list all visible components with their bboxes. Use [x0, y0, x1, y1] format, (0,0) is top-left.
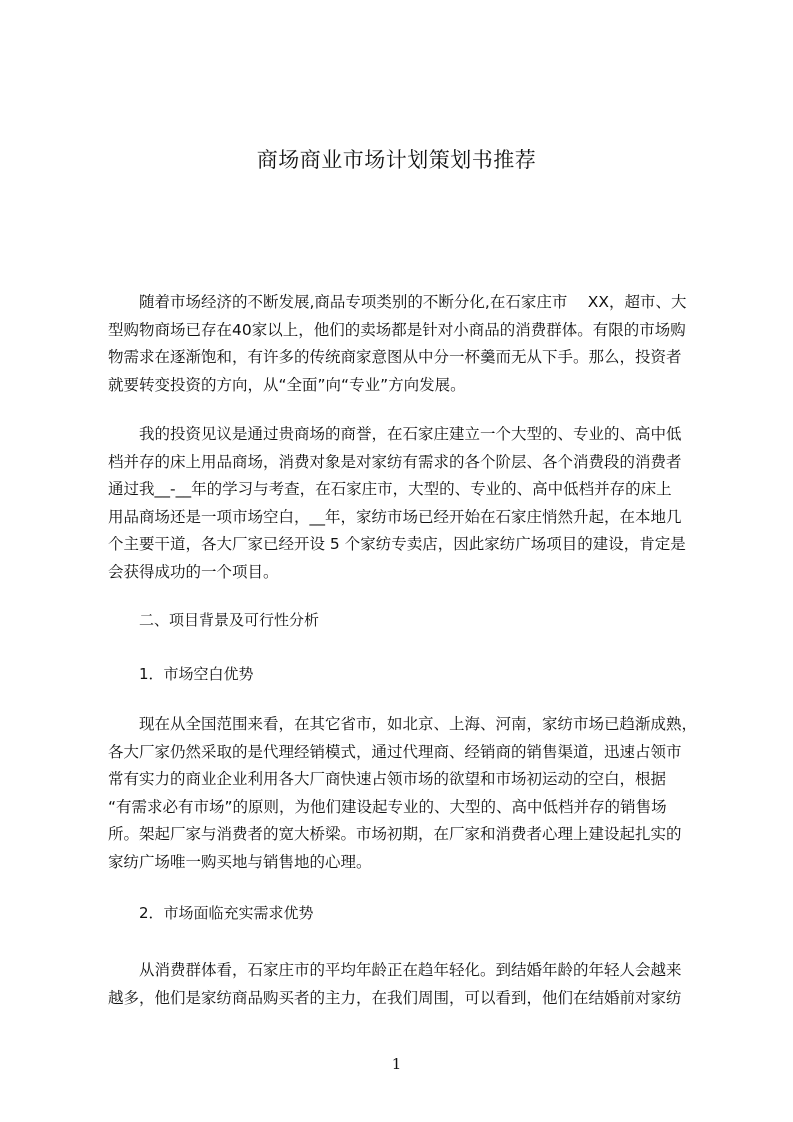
- text-line: 各大厂家仍然采取的是代理经销模式，通过代理商、经销商的销售渠道，迅速占领市: [108, 742, 682, 761]
- text-line: 所。架起厂家与消费者的宽大桥梁。市场初期，在厂家和消费者心理上建设起扎实的: [108, 825, 682, 843]
- paragraph-market-gap: [108, 711, 704, 876]
- page-number: 1: [391, 1055, 402, 1073]
- text-line: 物需求在逐渐饱和，有许多的传统商家意图从中分一杯羹而无从下手。那么，投资者: [108, 348, 682, 366]
- text-line: 家纺广场唯一购买地与销售地的心理。: [108, 852, 372, 871]
- text-line: 越多，他们是家纺商品购买者的主力，在我们周围，可以看到，他们在结婚前对家纺: [108, 988, 682, 1007]
- text-line: 就要转变投资的方向，从“全面”向“专业”方向发展。: [108, 375, 466, 394]
- text-line: 随着市场经济的不断发展,商品专项类别的不断分化,在石家庄市 XX，超市、大: [139, 293, 687, 311]
- paragraph-demand: [108, 957, 704, 1012]
- text-line: 从消费群体看，石家庄市的平均年龄正在趋年轻化。到结婚年龄的年轻人会越来: [139, 961, 682, 979]
- text-line: 现在从全国范围来看，在其它省市，如北京、上海、河南，家纺市场已趋渐成熟，: [139, 715, 698, 733]
- text-line: 型购物商场已存在40家以上，他们的卖场都是针对小商品的消费群体。有限的市场购: [108, 320, 686, 339]
- text-line: 用品商场还是一项市场空白，__年，家纺市场已经开始在石家庄悄然升起，在本地几: [108, 507, 682, 526]
- text-line: “有需求必有市场”的原则，为他们建设起专业的、大型的、高中低档并存的销售场: [108, 797, 667, 816]
- text-line: 我的投资见议是通过贵商场的商誉，在石家庄建立一个大型的、专业的、高中低: [139, 425, 682, 443]
- text-line: 会获得成功的一个项目。: [108, 562, 279, 581]
- text-line: 档并存的床上用品商场，消费对象是对家纺有需求的各个阶层、各个消费段的消费者: [108, 452, 682, 471]
- paragraph-market-intro: [108, 289, 704, 399]
- paragraph-investment-proposal: [108, 421, 704, 586]
- subheading-market-gap: 1．市场空白优势: [139, 665, 254, 683]
- document-title: 商场商业市场计划策划书推荐: [256, 148, 537, 172]
- subheading-demand: 2．市场面临充实需求优势: [139, 904, 314, 922]
- text-line: 通过我__-__年的学习与考查，在石家庄市，大型的、专业的、高中低档并存的床上: [108, 480, 672, 498]
- text-line: 常有实力的商业企业利用各大厂商快速占领市场的欲望和市场初运动的空白，根据: [108, 770, 667, 788]
- section-heading: 二、项目背景及可行性分析: [139, 611, 320, 629]
- text-line: 个主要干道，各大厂家已经开设 5 个家纺专卖店，因此家纺广场项目的建设，肯定是: [108, 535, 686, 553]
